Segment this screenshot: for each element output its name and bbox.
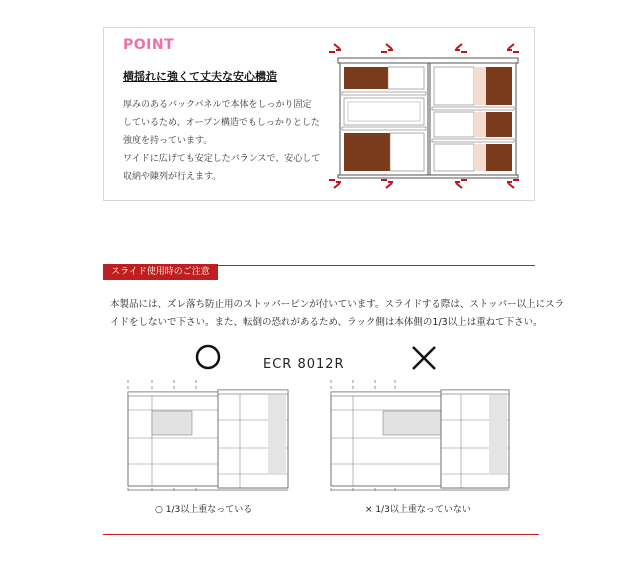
ng-overlap-diagram: [325, 378, 515, 496]
shelf-structure-diagram: [326, 38, 526, 193]
point-line: 強度を持っています。: [123, 136, 213, 146]
ok-circle-icon: [193, 342, 223, 372]
model-name: ECR 8012R: [263, 357, 345, 372]
bottom-divider: [103, 534, 539, 535]
corner-arrows-top-icon: [329, 44, 519, 52]
notice-line: イドをしないで下さい。また、転倒の恐れがあるため、ラック側は本体側の1/3以上は重ねて下さい。: [110, 317, 543, 328]
point-heading: 横揺れに強くて丈夫な安心構造: [123, 70, 277, 83]
ok-overlap-diagram: [122, 378, 297, 496]
corner-arrows-bottom-icon: [329, 180, 519, 188]
point-box: [103, 27, 535, 201]
point-line: しているため、オープン構造でもしっかりとした: [123, 118, 320, 128]
point-title: POINT: [123, 37, 175, 53]
point-description: [123, 96, 323, 186]
notice-line: 本製品には、ズレ落ち防止用のストッパーピンが付いています。スライドする際は、ストッパー以上にスラ: [110, 299, 565, 310]
point-line: 収納や陳列が行えます。: [123, 172, 222, 182]
notice-header: [103, 264, 535, 280]
ng-cross-icon: [410, 344, 438, 372]
ok-caption: ○ 1/3以上重なっている: [155, 505, 253, 515]
ng-caption: × 1/3以上重なっていない: [365, 505, 471, 515]
notice-text: [110, 296, 565, 332]
notice-tag: スライド使用時のご注意: [103, 264, 218, 280]
point-line: 厚みのあるバックパネルで本体をしっかり固定: [123, 100, 312, 110]
point-line: ワイドに広げても安定したバランスで、安心して: [123, 154, 321, 164]
